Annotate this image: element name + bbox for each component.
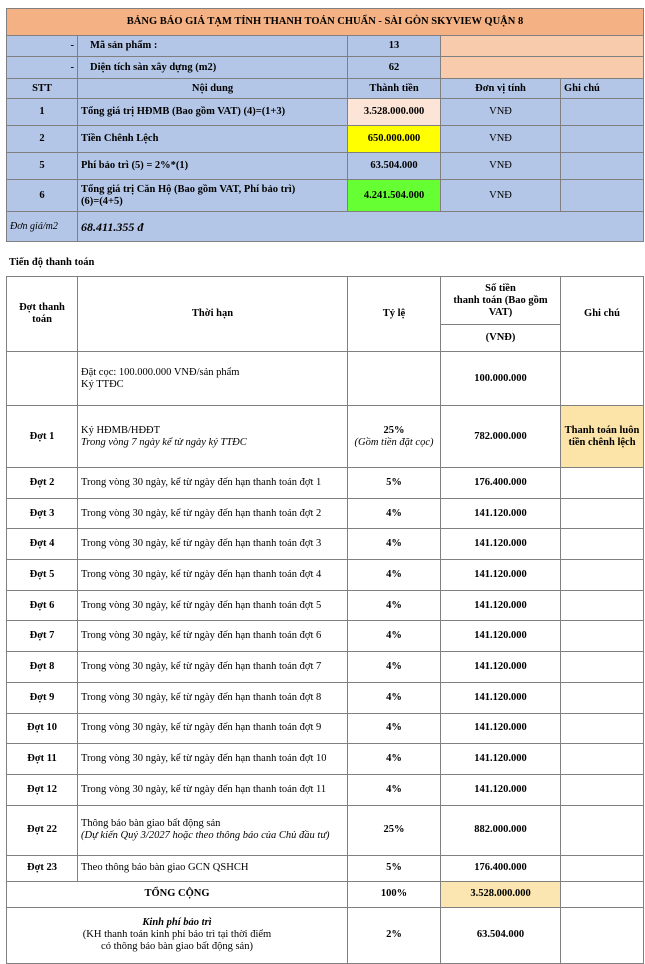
row-amount: 4.241.504.000 [348, 180, 441, 212]
phase-deadline-line: Trong vòng 7 ngày kể từ ngày ký TTĐC [81, 436, 247, 448]
phase-rate: 25% [348, 805, 441, 855]
phase-amount: 176.400.000 [441, 468, 561, 499]
summary-header-row [7, 79, 644, 99]
area-blank [441, 57, 644, 79]
phase-rate-note: (Gồm tiền đặt cọc) [354, 436, 434, 448]
phase-deadline: Trong vòng 30 ngày, kể từ ngày đến hạn thanh toán đợt 2 [78, 498, 348, 529]
row-content-line: (6)=(4+5) [81, 195, 123, 207]
summary-row [7, 180, 644, 212]
phase-note: Thanh toán luôn tiền chênh lệch [561, 406, 644, 468]
phase-note [561, 682, 644, 713]
phase-note [561, 744, 644, 775]
product-code-blank [441, 36, 644, 57]
phase-label: Đợt 10 [7, 713, 78, 744]
phase-rate [348, 406, 441, 468]
deposit-line: Đặt cọc: 100.000.000 VNĐ/sản phẩm [81, 366, 240, 378]
phase-rate: 4% [348, 713, 441, 744]
phase-label: Đợt 9 [7, 682, 78, 713]
header-unit: Đơn vị tính [441, 79, 561, 99]
product-code-label: Mã sản phẩm : [78, 36, 348, 57]
phase-amount: 141.120.000 [441, 498, 561, 529]
deposit-line: Ký TTĐC [81, 378, 124, 390]
summary-row [7, 153, 644, 180]
maintenance-label: Kinh phí bảo trì [142, 917, 212, 929]
row-content: Tổng giá trị HĐMB (Bao gồm VAT) (4)=(1+3) [78, 99, 348, 126]
phase-note [561, 652, 644, 683]
row-content: Phí bảo trì (5) = 2%*(1) [78, 153, 348, 180]
phase-rate: 4% [348, 590, 441, 621]
row-note [561, 126, 644, 153]
row-unit: VNĐ [441, 180, 561, 212]
phase-deadline: Trong vòng 30 ngày, kể từ ngày đến hạn thanh toán đợt 9 [78, 713, 348, 744]
schedule-header-row [7, 277, 644, 325]
phase-note [561, 468, 644, 499]
total-note [561, 881, 644, 907]
phase-deadline: Trong vòng 30 ngày, kể từ ngày đến hạn thanh toán đợt 7 [78, 652, 348, 683]
header-amount: Thành tiền [348, 79, 441, 99]
row-unit: VNĐ [441, 153, 561, 180]
phase-rate: 5% [348, 855, 441, 881]
phase-amount: 141.120.000 [441, 529, 561, 560]
header-deadline: Thời hạn [78, 277, 348, 352]
summary-row [7, 99, 644, 126]
phase-note [561, 713, 644, 744]
row-stt: 5 [7, 153, 78, 180]
header-content: Nội dung [78, 79, 348, 99]
phase-deadline: Trong vòng 30 ngày, kể từ ngày đến hạn thanh toán đợt 1 [78, 468, 348, 499]
header-note: Ghi chú [561, 79, 644, 99]
phase-amount: 141.120.000 [441, 621, 561, 652]
phase-amount: 141.120.000 [441, 713, 561, 744]
phase-deadline: Trong vòng 30 ngày, kể từ ngày đến hạn thanh toán đợt 10 [78, 744, 348, 775]
phase-rate: 4% [348, 529, 441, 560]
phase-note [561, 855, 644, 881]
phase-deadline: Trong vòng 30 ngày, kể từ ngày đến hạn thanh toán đợt 8 [78, 682, 348, 713]
header-amount-line: Số tiền [485, 282, 516, 294]
phase-note [561, 498, 644, 529]
row-unit: VNĐ [441, 99, 561, 126]
row-note [561, 180, 644, 212]
phase-note [561, 805, 644, 855]
phase-label: Đợt 23 [7, 855, 78, 881]
phase-label: Đợt 12 [7, 774, 78, 805]
installment-row [7, 498, 644, 529]
area-value: 62 [348, 57, 441, 79]
header-stt: STT [7, 79, 78, 99]
phase-rate: 4% [348, 560, 441, 591]
header-rate: Tỷ lệ [348, 277, 441, 352]
unit-price-value: 68.411.355 đ [78, 212, 644, 242]
header-phase: Đợt thanh toán [7, 277, 78, 352]
header-amount [441, 277, 561, 325]
phase-rate: 4% [348, 774, 441, 805]
phase-deadline: Trong vòng 30 ngày, kể từ ngày đến hạn thanh toán đợt 4 [78, 560, 348, 591]
phase-amount: 782.000.000 [441, 406, 561, 468]
phase-amount: 141.120.000 [441, 682, 561, 713]
phase-deadline-line: Thông báo bàn giao bất động sản [81, 818, 221, 830]
total-label: TỔNG CỘNG [7, 881, 348, 907]
product-code-dash: - [7, 36, 78, 57]
installment-row [7, 560, 644, 591]
product-code-value: 13 [348, 36, 441, 57]
deposit-deadline [78, 352, 348, 406]
area-dash: - [7, 57, 78, 79]
phase-amount: 141.120.000 [441, 774, 561, 805]
area-label: Diện tích sàn xây dựng (m2) [78, 57, 348, 79]
row-amount: 650.000.000 [348, 126, 441, 153]
summary-row [7, 126, 644, 153]
phase-note [561, 560, 644, 591]
maintenance-amount: 63.504.000 [441, 907, 561, 963]
unit-price-row [7, 212, 644, 242]
phase-deadline [78, 406, 348, 468]
row-note [561, 153, 644, 180]
header-note: Ghi chú [561, 277, 644, 352]
certificate-row [7, 855, 644, 881]
phase-note [561, 621, 644, 652]
installment-row-first [7, 406, 644, 468]
header-amount-unit: (VNĐ) [441, 325, 561, 352]
phase-amount: 882.000.000 [441, 805, 561, 855]
phase-note [561, 774, 644, 805]
phase-rate: 5% [348, 468, 441, 499]
maintenance-desc [7, 907, 348, 963]
deposit-amount: 100.000.000 [441, 352, 561, 406]
maintenance-row [7, 907, 644, 963]
phase-label: Đợt 4 [7, 529, 78, 560]
phase-deadline: Trong vòng 30 ngày, kể từ ngày đến hạn thanh toán đợt 6 [78, 621, 348, 652]
phase-label: Đợt 3 [7, 498, 78, 529]
phase-label: Đợt 7 [7, 621, 78, 652]
phase-label: Đợt 22 [7, 805, 78, 855]
payment-schedule-title: Tiến độ thanh toán [9, 257, 95, 268]
maintenance-note-line: có thông báo bàn giao bất động sản) [101, 941, 253, 953]
installment-row [7, 529, 644, 560]
phase-deadline: Trong vòng 30 ngày, kể từ ngày đến hạn thanh toán đợt 3 [78, 529, 348, 560]
deposit-row [7, 352, 644, 406]
total-amount: 3.528.000.000 [441, 881, 561, 907]
phase-label: Đợt 8 [7, 652, 78, 683]
phase-label: Đợt 5 [7, 560, 78, 591]
phase-amount: 141.120.000 [441, 744, 561, 775]
row-unit: VNĐ [441, 126, 561, 153]
phase-label: Đợt 2 [7, 468, 78, 499]
area-row [7, 57, 644, 79]
phase-deadline: Trong vòng 30 ngày, kể từ ngày đến hạn thanh toán đợt 11 [78, 774, 348, 805]
deposit-note [561, 352, 644, 406]
phase-deadline-line: (Dự kiến Quý 3/2027 hoặc theo thông báo của Chủ đầu tư) [81, 830, 330, 842]
total-rate: 100% [348, 881, 441, 907]
row-content [78, 180, 348, 212]
installment-row [7, 774, 644, 805]
installment-row [7, 621, 644, 652]
handover-row [7, 805, 644, 855]
row-note [561, 99, 644, 126]
phase-label: Đợt 6 [7, 590, 78, 621]
phase-note [561, 590, 644, 621]
maintenance-note [561, 907, 644, 963]
installment-list [7, 468, 644, 806]
phase-label: Đợt 1 [7, 406, 78, 468]
header-amount-line: thanh toán (Bao gồm VAT) [453, 294, 548, 318]
phase-label: Đợt 11 [7, 744, 78, 775]
product-code-row [7, 36, 644, 57]
installment-row [7, 682, 644, 713]
phase-amount: 176.400.000 [441, 855, 561, 881]
phase-deadline: Trong vòng 30 ngày, kể từ ngày đến hạn thanh toán đợt 5 [78, 590, 348, 621]
deposit-phase [7, 352, 78, 406]
row-amount: 63.504.000 [348, 153, 441, 180]
maintenance-note-line: (KH thanh toán kinh phí bảo trì tại thời điểm [82, 929, 272, 941]
installment-row [7, 590, 644, 621]
payment-schedule-table [6, 276, 644, 964]
summary-table [6, 8, 644, 242]
row-stt: 1 [7, 99, 78, 126]
deposit-rate [348, 352, 441, 406]
phase-rate: 4% [348, 744, 441, 775]
phase-amount: 141.120.000 [441, 590, 561, 621]
phase-note [561, 529, 644, 560]
phase-rate: 4% [348, 682, 441, 713]
phase-amount: 141.120.000 [441, 560, 561, 591]
row-content-line: Tổng giá trị Căn Hộ (Bao gồm VAT, Phí bảo trì) [81, 183, 296, 195]
phase-rate: 4% [348, 621, 441, 652]
row-content: Tiền Chênh Lệch [78, 126, 348, 153]
phase-deadline [78, 805, 348, 855]
installment-row [7, 713, 644, 744]
row-amount: 3.528.000.000 [348, 99, 441, 126]
installment-row [7, 744, 644, 775]
phase-rate-value: 25% [383, 424, 405, 436]
maintenance-rate: 2% [348, 907, 441, 963]
phase-rate: 4% [348, 652, 441, 683]
phase-amount: 141.120.000 [441, 652, 561, 683]
row-stt: 2 [7, 126, 78, 153]
phase-rate: 4% [348, 498, 441, 529]
unit-price-label: Đơn giá/m2 [7, 212, 78, 242]
installment-row [7, 652, 644, 683]
phase-deadline-line: Ký HĐMB/HĐĐT [81, 424, 161, 436]
installment-row [7, 468, 644, 499]
phase-deadline: Theo thông báo bàn giao GCN QSHCH [78, 855, 348, 881]
total-row [7, 881, 644, 907]
row-stt: 6 [7, 180, 78, 212]
sheet-title: BẢNG BÁO GIÁ TẠM TÍNH THANH TOÁN CHUẨN - SÀI GÒN SKYVIEW QUẬN 8 [7, 9, 644, 36]
